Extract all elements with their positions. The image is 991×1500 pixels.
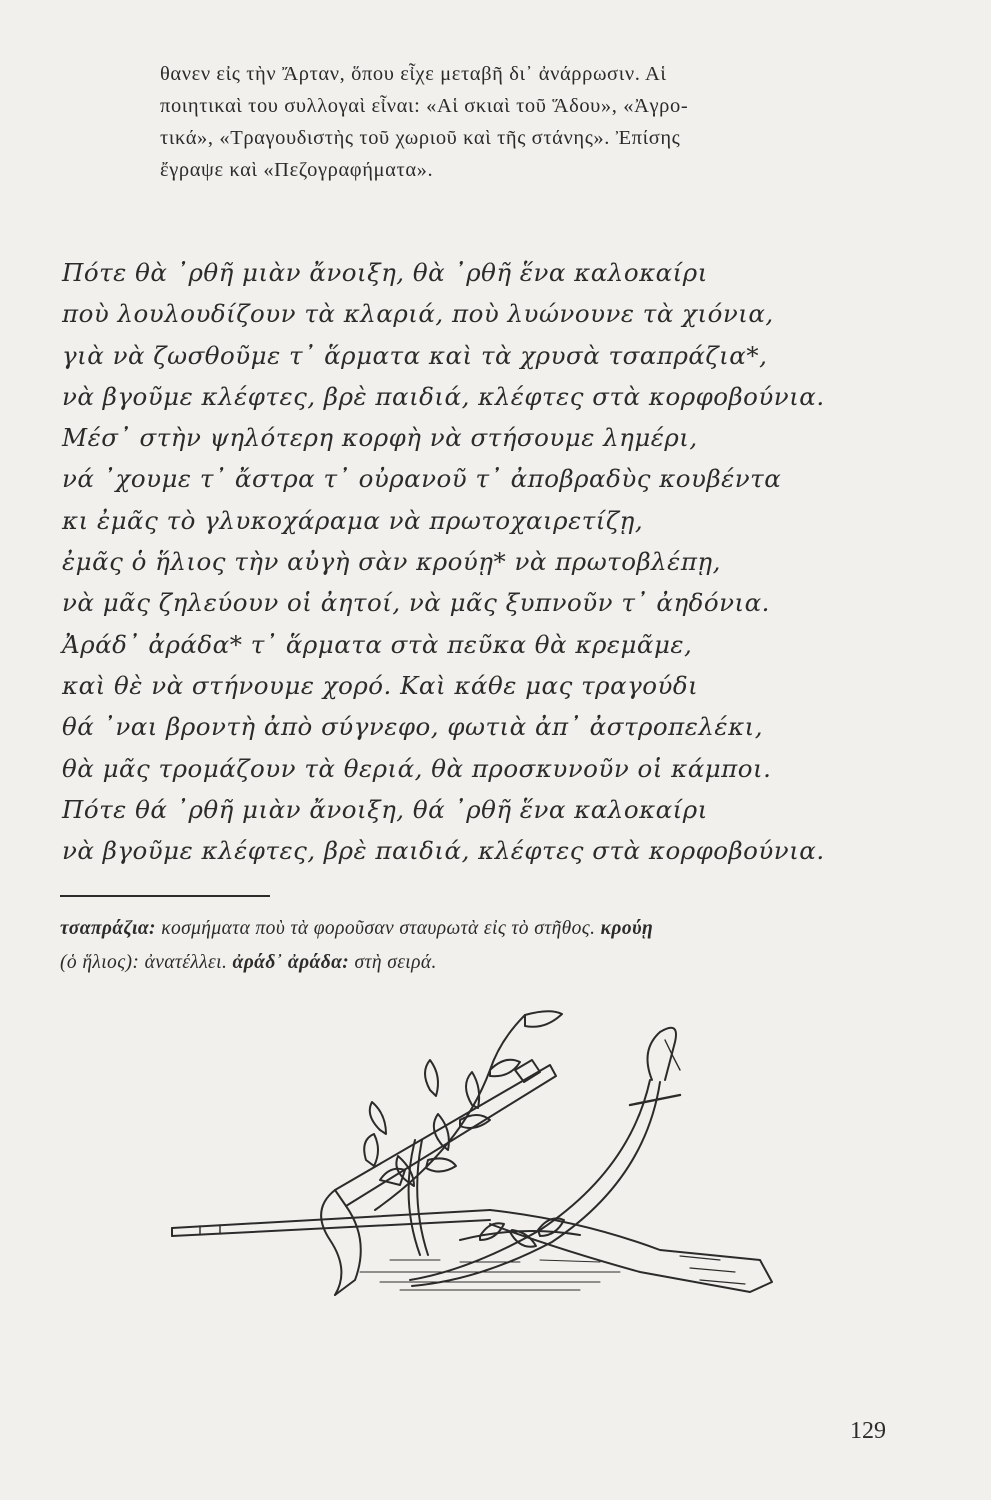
poem-verse: νὰ μᾶς ζηλεύουν οἱ ἀητοί, νὰ μᾶς ξυπνοῦν τ᾽ ἀηδόνια. [62,588,770,618]
poem-verse: νά ᾽χουμε τ᾽ ἄστρα τ᾽ οὐρανοῦ τ᾽ ἀποβραδὺς κουβέντα [62,464,782,494]
poem-verse: καὶ θὲ νὰ στήνουμε χορό. Καὶ κάθε μας τραγούδι [62,670,699,700]
intro-line: ποιητικαὶ του συλλογαὶ εἶναι: «Αἱ σκιαὶ τοῦ Ἅδου», «Ἀγρο- [160,95,689,117]
footnotes [60,912,920,980]
poem-verse: γιὰ νὰ ζωσθοῦμε τ᾽ ἅρματα καὶ τὰ χρυσὰ τσαπράζια*, [62,340,768,370]
intro-line: θανεν εἰς τὴν Ἄρταν, ὅπου εἶχε μεταβῆ δι᾽ ἀνάρρωσιν. Αἱ [160,63,667,85]
poem [62,252,922,871]
intro-paragraph [160,58,900,186]
page-number: 129 [850,1418,886,1444]
poem-verse: νὰ βγοῦμε κλέφτες, βρὲ παιδιά, κλέφτες στὰ κορφοβούνια. [62,836,825,866]
footnote-line [60,912,920,946]
footnote-divider [60,895,270,897]
crossed-musket-sabre-laurel-icon [160,1010,800,1300]
footnote-term: ἀράδ᾽ ἀράδα: [232,952,350,973]
footnote-definition: κοσμήματα ποὺ τὰ φοροῦσαν σταυρωτὰ εἰς τὸ στῆθος. [155,918,601,939]
poem-verse: Πότε θὰ ᾽ρθῆ μιὰν ἄνοιξη, θὰ ᾽ρθῆ ἕνα καλοκαίρι [62,258,708,287]
poem-verse: ἐμᾶς ὁ ἥλιος τὴν αὐγὴ σὰν κρούῃ* νὰ πρωτοβλέπῃ, [62,547,721,577]
poem-verse: θά ᾽ναι βροντὴ ἀπὸ σύγνεφο, φωτιὰ ἀπ᾽ ἀστροπελέκι, [62,712,764,742]
poem-verse: κι ἐμᾶς τὸ γλυκοχάραμα νὰ πρωτοχαιρετίζῃ, [62,505,644,535]
poem-verse: νὰ βγοῦμε κλέφτες, βρὲ παιδιά, κλέφτες στὰ κορφοβούνια. [62,381,825,411]
footnote-line [60,946,920,980]
intro-line: ἔγραψε καὶ «Πεζογραφήματα». [160,159,434,181]
poem-verse: ποὺ λουλουδίζουν τὰ κλαριά, ποὺ λυώνουνε τὰ χιόνια, [62,299,774,329]
footnote-term: τσαπράζια: [60,918,156,939]
footnote-definition: στὴ σειρά. [349,952,437,973]
footnote-term: κρούῃ [600,918,654,939]
poem-verse: θὰ μᾶς τρομάζουν τὰ θεριά, θὰ προσκυνοῦν οἱ κάμποι. [62,753,772,783]
footnote-definition: (ὁ ἥλιος): ἀνατέλλει. [60,952,233,973]
intro-line: τικά», «Τραγουδιστὴς τοῦ χωριοῦ καὶ τῆς στάνης». Ἐπίσης [160,127,681,149]
poem-verse: Πότε θά ᾽ρθῆ μιὰν ἄνοιξη, θά ᾽ρθῆ ἕνα καλοκαίρι [62,794,708,824]
poem-verse: Μέσ᾽ στὴν ψηλότερη κορφὴ νὰ στήσουμε λημέρι, [62,423,698,453]
poem-verse: Ἀράδ᾽ ἀράδα* τ᾽ ἅρματα στὰ πεῦκα θὰ κρεμᾶμε, [62,629,693,659]
